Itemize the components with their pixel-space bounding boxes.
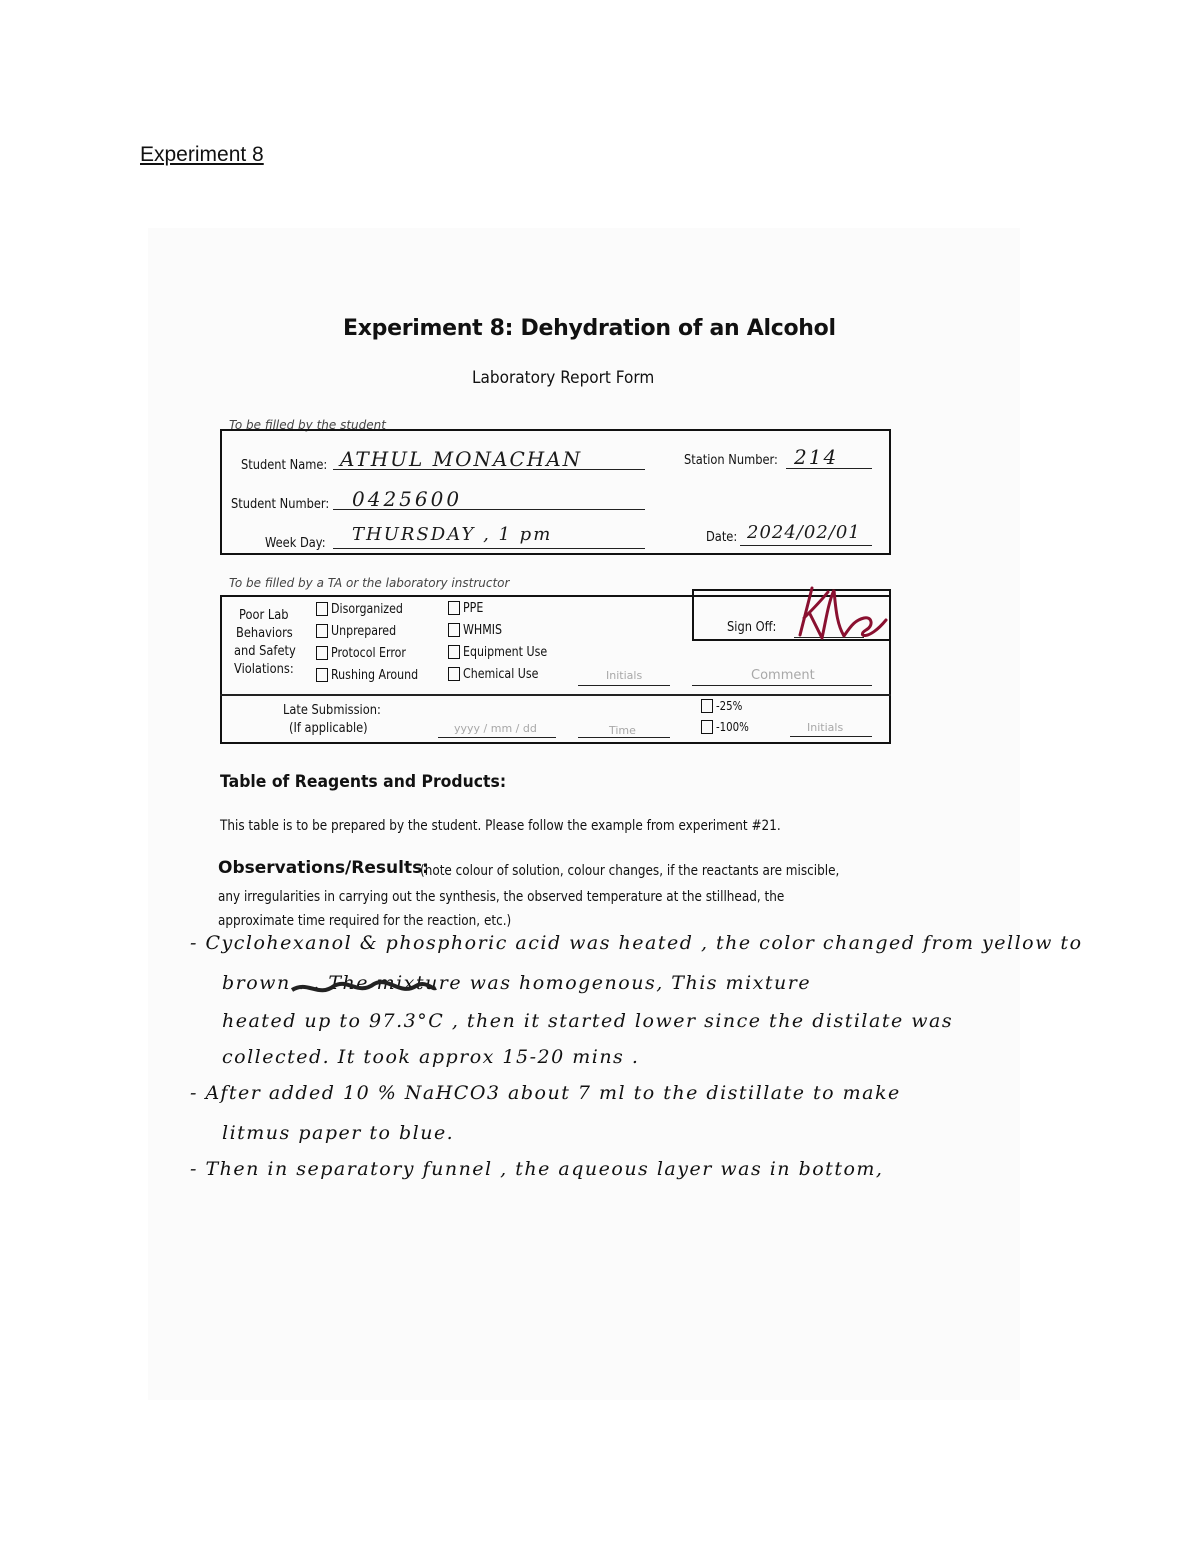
- comment-underline: [692, 685, 872, 686]
- form-subtitle: Laboratory Report Form: [472, 368, 655, 388]
- late-initials-label: Initials: [807, 721, 844, 734]
- protocol-error-label: Protocol Error: [331, 646, 406, 661]
- poor-lab-label-2: Behaviors: [236, 626, 293, 641]
- date-underline: [740, 545, 872, 546]
- document-heading: Experiment 8: [140, 143, 264, 166]
- station-number-value: 214: [794, 445, 839, 469]
- late-time-underline: [578, 737, 670, 738]
- comment-label: Comment: [751, 668, 815, 683]
- late-submission-sub: (If applicable): [289, 721, 368, 736]
- observation-line: - After added 10 % NaHCO3 about 7 ml to the distillate to make: [190, 1082, 901, 1104]
- late-initials-underline: [790, 736, 872, 737]
- observations-note-1: (note colour of solution, colour changes, if the reactants are miscible,: [420, 863, 840, 879]
- observation-line: heated up to 97.3°C , then it started lower since the distilate was: [222, 1010, 954, 1032]
- initials-underline: [578, 685, 670, 686]
- poor-lab-label-1: Poor Lab: [239, 608, 289, 623]
- station-number-underline: [786, 468, 872, 469]
- date-value: 2024/02/01: [747, 522, 861, 543]
- protocol-error-checkbox[interactable]: [316, 646, 328, 660]
- ppe-checkbox[interactable]: [448, 601, 460, 615]
- date-label: Date:: [706, 530, 738, 545]
- observations-note-3: approximate time required for the reaction, etc.): [218, 913, 512, 929]
- instructor-signature: [782, 580, 902, 650]
- week-day-value: THURSDAY , 1 pm: [352, 524, 553, 545]
- week-day-label: Week Day:: [265, 536, 326, 551]
- reagents-instruction: This table is to be prepared by the student. Please follow the example from experiment #21.: [220, 818, 781, 834]
- student-name-label: Student Name:: [241, 458, 328, 473]
- observation-line: brown . . The mixture was homogenous, This mixture: [222, 972, 812, 994]
- penalty-25-checkbox[interactable]: [701, 699, 713, 713]
- ppe-label: PPE: [463, 601, 484, 616]
- observations-heading: Observations/Results:: [218, 858, 429, 878]
- equipment-use-label: Equipment Use: [463, 645, 548, 660]
- observation-line: collected. It took approx 15-20 mins .: [222, 1046, 640, 1068]
- whmis-label: WHMIS: [463, 623, 503, 638]
- instructor-section-caption: To be filled by a TA or the laboratory instructor: [229, 576, 510, 590]
- scribble-mark: [288, 976, 438, 1000]
- observation-line: - Then in separatory funnel , the aqueous layer was in bottom,: [190, 1158, 884, 1180]
- disorganized-checkbox[interactable]: [316, 602, 328, 616]
- instructor-box-divider: [220, 694, 891, 696]
- unprepared-checkbox[interactable]: [316, 624, 328, 638]
- penalty-100-label: -100%: [716, 720, 749, 734]
- rushing-around-label: Rushing Around: [331, 668, 419, 683]
- week-day-underline: [333, 548, 645, 549]
- penalty-25-label: -25%: [716, 699, 743, 713]
- whmis-checkbox[interactable]: [448, 623, 460, 637]
- initials-label: Initials: [606, 669, 643, 682]
- reagents-heading: Table of Reagents and Products:: [220, 772, 507, 792]
- student-name-underline: [333, 469, 645, 470]
- chemical-use-checkbox[interactable]: [448, 667, 460, 681]
- chemical-use-label: Chemical Use: [463, 667, 539, 682]
- station-number-label: Station Number:: [684, 453, 778, 468]
- observations-header-line: [218, 858, 429, 878]
- disorganized-label: Disorganized: [331, 602, 403, 617]
- form-title: Experiment 8: Dehydration of an Alcohol: [343, 316, 836, 341]
- scanned-form-page: [148, 228, 1020, 1400]
- student-name-value: ATHUL MONACHAN: [340, 447, 583, 471]
- penalty-100-checkbox[interactable]: [701, 720, 713, 734]
- observations-note-2: any irregularities in carrying out the synthesis, the observed temperature at the stillhead, the: [218, 889, 785, 905]
- equipment-use-checkbox[interactable]: [448, 645, 460, 659]
- student-number-label: Student Number:: [231, 497, 330, 512]
- late-date-underline: [438, 737, 556, 738]
- observation-line: - Cyclohexanol & phosphoric acid was heated , the color changed from yellow to: [190, 932, 1083, 954]
- observation-line: litmus paper to blue.: [222, 1122, 455, 1144]
- student-number-underline: [333, 509, 645, 510]
- late-submission-label: Late Submission:: [283, 703, 381, 718]
- poor-lab-label-4: Violations:: [234, 662, 294, 677]
- late-time-label: Time: [609, 724, 636, 737]
- student-section-caption: To be filled by the student: [229, 418, 386, 432]
- poor-lab-label-3: and Safety: [234, 644, 296, 659]
- sign-off-label: Sign Off:: [727, 620, 777, 635]
- late-date-format: yyyy / mm / dd: [454, 722, 537, 735]
- student-number-value: 0425600: [352, 487, 463, 511]
- unprepared-label: Unprepared: [331, 624, 397, 639]
- rushing-around-checkbox[interactable]: [316, 668, 328, 682]
